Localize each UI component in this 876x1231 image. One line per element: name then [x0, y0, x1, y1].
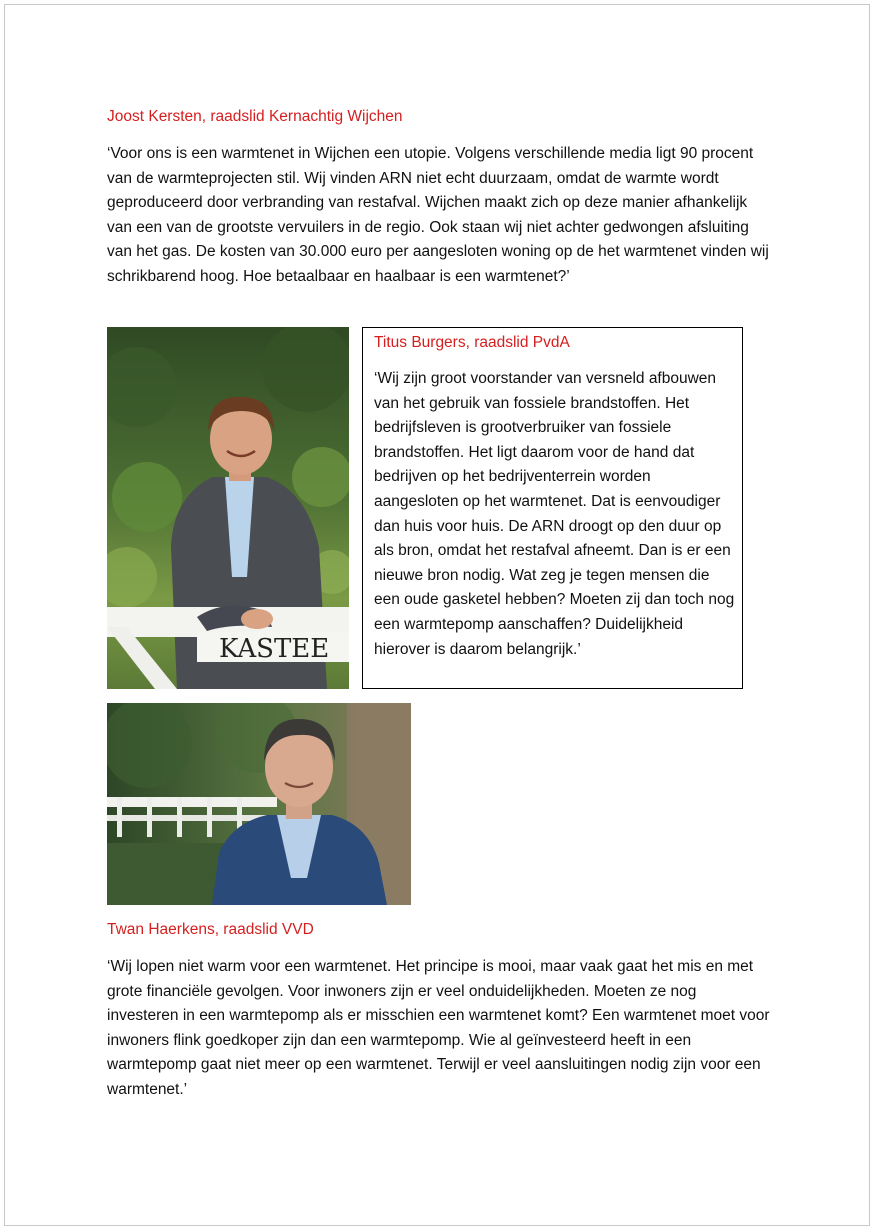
quote-joost-kersten: ‘Voor ons is een warmtenet in Wijchen een utopie. Volgens verschillende media ligt 90 procent van de warmteprojecten stil. Wij vinden ARN niet echt duurzaam, omdat de warmte wordt geproduceerd door verbranding van restafval. Wijchen maakt zich op deze manier afhankelijk van een van de grootste vervuilers in de regio. Ook staan wij niet achter gedwongen afsluiting van het gas. De kosten van 30.000 euro per aangesloten woning op de het warmtenet vinden wij schrikbarend hoog. Hoe betaalbaar en haalbaar is een warmtenet?’ [107, 145, 769, 285]
fence-sign-text: KASTEE [219, 634, 330, 664]
quote-box-titus-burgers [362, 327, 743, 689]
heading-titus-burgers: Titus Burgers, raadslid PvdA [374, 334, 570, 351]
photo-titus-burgers [107, 327, 349, 689]
quote-titus-burgers: ‘Wij zijn groot voorstander van versneld afbouwen van het gebruik van fossiele brandstoffen. Het bedrijfsleven is grootverbruiker van fossiele brandstoffen. Het ligt daarom voor de hand dat bedrijven op het bedrijventerrein worden aangesloten op het warmtenet. Dat is eenvoudiger dan huis voor huis. De ARN droogt op den duur op als bron, omdat het restafval afneemt. Dan is er een nieuwe bron nodig. Wat zeg je tegen mensen die een oude gasketel hebben? Moeten zij dan toch nog een warmtepomp aanschaffen? Duidelijkheid hierover is daarom belangrijk.’ [374, 370, 735, 658]
heading-twan-haerkens: Twan Haerkens, raadslid VVD [107, 921, 314, 938]
heading-joost-kersten: Joost Kersten, raadslid Kernachtig Wijchen [107, 108, 403, 125]
quote-twan-haerkens: ‘Wij lopen niet warm voor een warmtenet. Het principe is mooi, maar vaak gaat het mis en met grote financiële gevolgen. Voor inwoners zijn er veel onduidelijkheden. Moeten ze nog investeren in een warmtepomp als er misschien een warmtenet komt? Een warmtenet moet voor inwoners flink goedkoper zijn dan een warmtepomp. Wie al geïnvesteerd heeft in een warmtepomp gaat niet meer op een warmtenet. Terwijl er veel aansluitingen nodig zijn voor een warmtenet.’ [107, 958, 770, 1098]
photo-twan-haerkens [107, 703, 411, 905]
